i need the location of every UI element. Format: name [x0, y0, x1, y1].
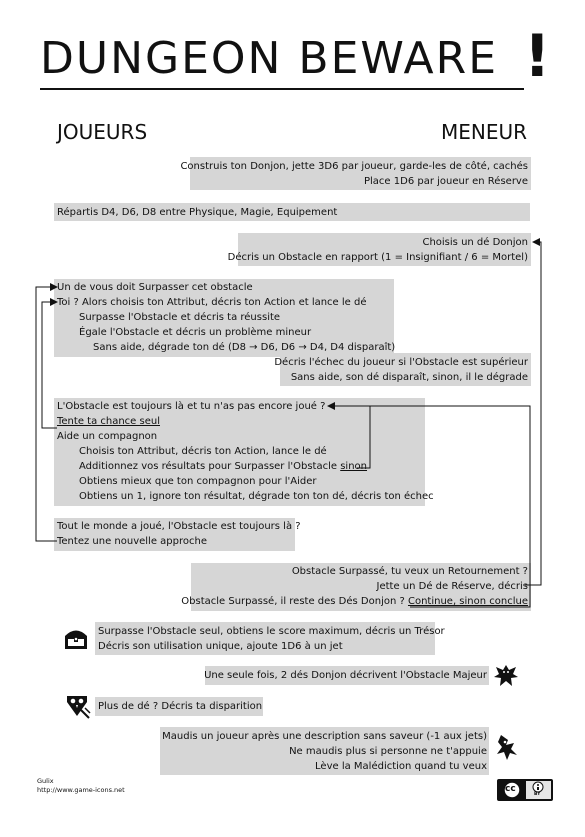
cc-text: cc	[505, 784, 516, 794]
arrow-to-still	[328, 406, 370, 468]
treasure-line-1: Surpasse l'Obstacle seul, obtiens le score maximum, décris un Trésor	[98, 626, 445, 637]
column-header-players: JOUEURS	[57, 120, 148, 144]
obstacle-line-2: Décris un Obstacle en rapport (1 = Insignifiant / 6 = Mortel)	[227, 252, 528, 263]
allplayed-line-2: Tentez une nouvelle approche	[57, 536, 207, 547]
still-line-5-text: Additionnez vos résultats pour Surpasser l'Obstacle	[79, 461, 341, 472]
treasure-line-2: Décris son utilisation unique, ajoute 1D6 à un jet	[98, 641, 343, 652]
major-line: Une seule fois, 2 dés Donjon décrivent l'Obstacle Majeur	[204, 670, 487, 681]
still-line-1: L'Obstacle est toujours là et tu n'as pas encore joué ?	[57, 401, 326, 412]
still-line-2: Tente ta chance seul	[57, 416, 160, 427]
still-line-7: Obtiens un 1, ignore ton résultat, dégrade ton ton dé, décris ton échec	[79, 491, 434, 502]
still-line-5-link: sinon	[340, 461, 368, 472]
still-line-6: Obtiens mieux que ton compagnon pour l'Aider	[79, 476, 317, 487]
arrow-from-continue	[328, 406, 530, 607]
disappear-line: Plus de dé ? Décris ta disparition	[98, 701, 263, 712]
overcome-line-2: Jette un Dé de Réserve, décris	[376, 581, 528, 592]
overcome-line-3-text: Obstacle Surpassé, il reste des Dés Donjon ?	[181, 596, 408, 607]
setup-line-2: Place 1D6 par joueur en Réserve	[363, 176, 528, 187]
still-line-3: Aide un compagnon	[57, 431, 158, 442]
turn-line-3: Surpasse l'Obstacle et décris ta réussite	[79, 312, 281, 323]
page-title: DUNGEON BEWARE	[40, 33, 498, 84]
arrow-to-turn	[42, 302, 57, 428]
setup-line-1: Construis ton Donjon, jette 3D6 par joueur, garde-les de côté, cachés	[180, 161, 528, 172]
still-line-4: Choisis ton Attribut, décris ton Action, lance le dé	[79, 446, 327, 457]
obstacle-line-1: Choisis un dé Donjon	[422, 237, 528, 248]
by-text: BY	[534, 792, 541, 797]
distribute-line: Répartis D4, D6, D8 entre Physique, Magie, Equipement	[57, 207, 338, 218]
allplayed-line-1: Tout le monde a joué, l'Obstacle est toujours là ?	[57, 521, 301, 532]
curse-line-2: Ne maudis plus si personne ne t'appuie	[289, 746, 487, 757]
arrow-to-turn-top	[36, 287, 57, 541]
arrow-to-obstacle	[525, 242, 541, 585]
column-header-master: MENEUR	[440, 120, 527, 144]
turn-line-1: Un de vous doit Surpasser cet obstacle	[57, 282, 253, 293]
turn-line-4: Égale l'Obstacle et décris un problème mineur	[79, 327, 312, 338]
footer-author: Gulix	[37, 777, 54, 785]
title-exclamation: !	[524, 22, 551, 90]
overcome-line-1: Obstacle Surpassé, tu veux un Retournement ?	[291, 566, 528, 577]
failure-line-1: Décris l'échec du joueur si l'Obstacle est supérieur	[274, 357, 528, 368]
overcome-line-3-link: Continue, sinon conclue	[407, 596, 528, 607]
turn-line-5: Sans aide, dégrade ton dé (D8 → D6, D6 → D4, D4 disparaît)	[93, 342, 396, 353]
footer-site: http://www.game-icons.net	[37, 786, 125, 794]
failure-line-2: Sans aide, son dé disparaît, sinon, il le dégrade	[290, 372, 528, 383]
curse-line-3: Lève la Malédiction quand tu veux	[315, 761, 487, 772]
curse-line-1: Maudis un joueur après une description sans saveur (-1 aux jets)	[162, 731, 487, 742]
turn-line-2: Toi ? Alors choisis ton Attribut, décris ton Action et lance le dé	[57, 297, 367, 308]
